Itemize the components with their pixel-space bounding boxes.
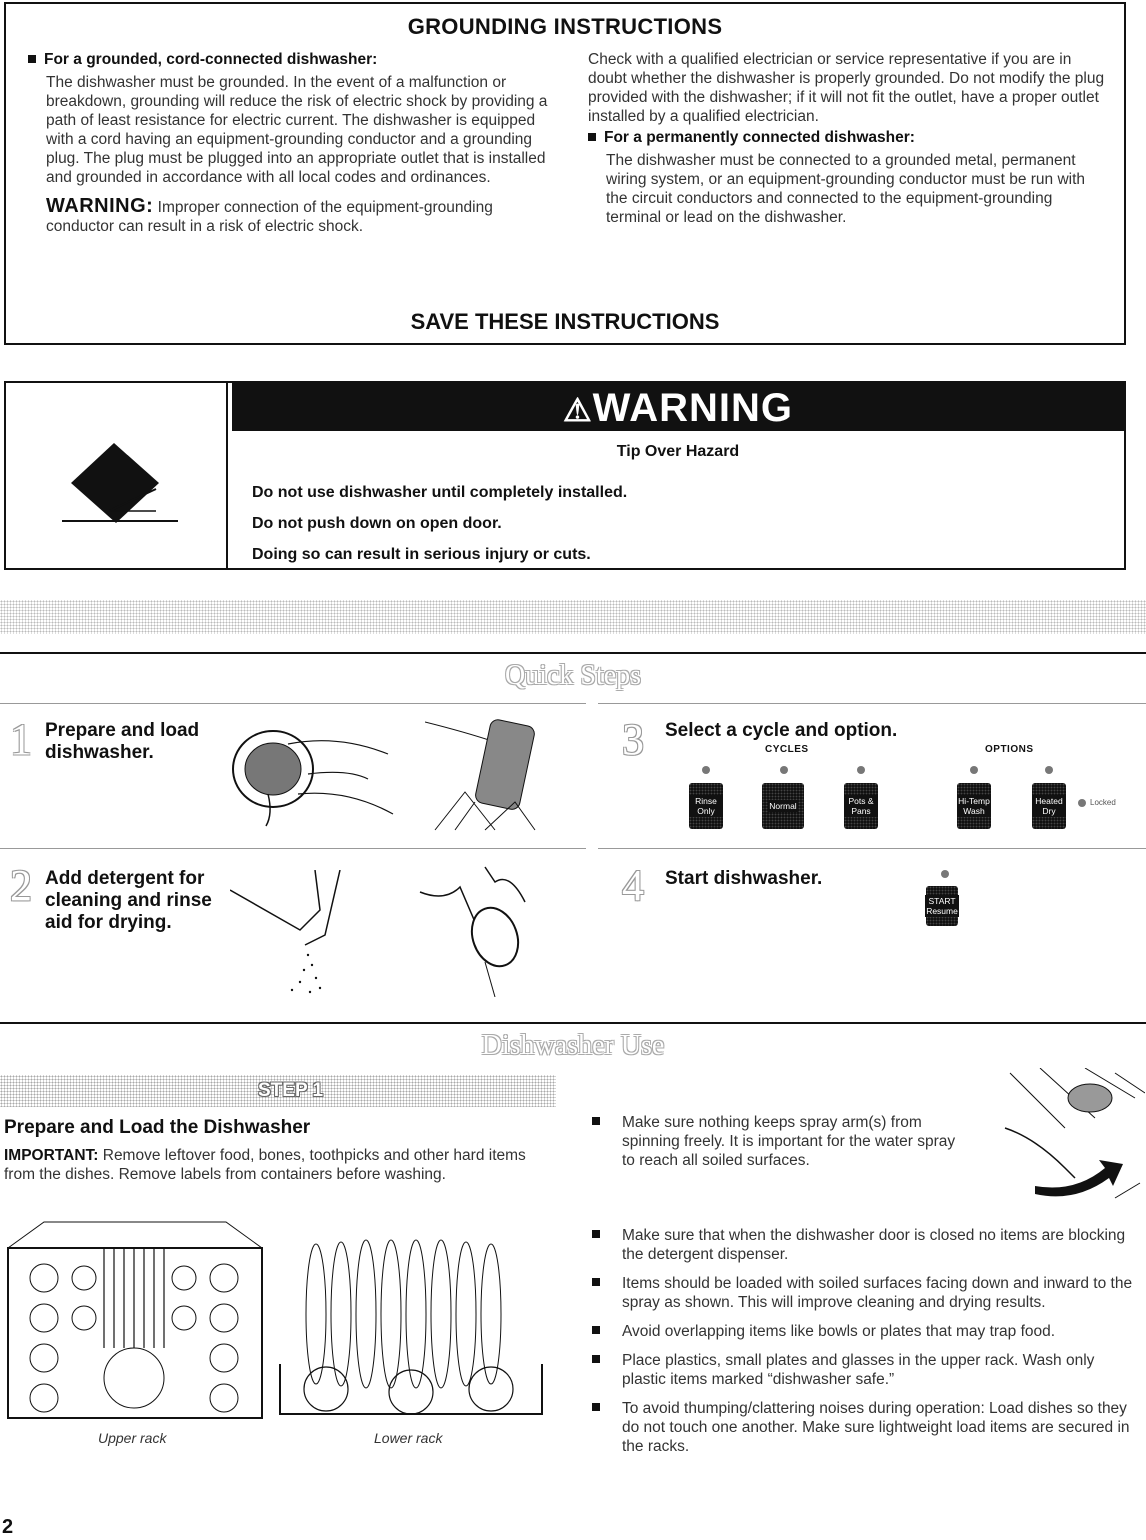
permanent-heading: For a permanently connected dishwasher: [604, 129, 915, 146]
save-instructions: SAVE THESE INSTRUCTIONS [410, 309, 720, 334]
spray-arm-illustration [995, 1068, 1145, 1208]
grounding-right-column [588, 50, 1108, 236]
indicator-light [780, 766, 788, 774]
heated-dry-button[interactable]: Heated Dry [1032, 783, 1066, 829]
warning-banner [232, 383, 1124, 431]
step-title: Select a cycle and option. [665, 720, 898, 741]
pouring-detergent-illustration [230, 870, 360, 1000]
list-item-text: Items should be loaded with soiled surfaces facing down and inward to the spray as shown. This will improve cleaning and drying results. [622, 1275, 1133, 1311]
rinse-only-button[interactable]: Rinse Only [689, 783, 723, 829]
list-item-text: Place plastics, small plates and glasses in the upper rack. Wash only plastic items marked “dishwasher safe.” [622, 1352, 1095, 1388]
bullet-icon [592, 1326, 600, 1334]
list-item-text: Make sure nothing keeps spray arm(s) from spinning freely. It is important for the water spray to reach all soiled surfaces. [622, 1114, 956, 1169]
dishwasher-use-title: Dishwasher Use [481, 1030, 665, 1061]
options-label: OPTIONS [985, 744, 1034, 755]
lower-rack-caption: Lower rack [374, 1430, 443, 1446]
quick-steps-title: Quick Steps [504, 660, 642, 691]
lower-rack-illustration [276, 1214, 546, 1426]
important-text: Remove leftover food, bones, toothpicks and other hard items from the dishes. Remove labels from containers before washing. [4, 1147, 526, 1183]
dotted-band [0, 600, 1146, 634]
warning-banner-text: WARNING [592, 386, 793, 430]
grounding-title: GROUNDING INSTRUCTIONS [407, 14, 723, 39]
list-item-text: Make sure that when the dishwasher door is closed no items are blocking the detergent dispenser. [622, 1227, 1126, 1263]
upper-rack-illustration [4, 1218, 266, 1426]
bullet-icon [588, 133, 596, 141]
thin-rule [598, 703, 1146, 704]
thin-rule [0, 703, 586, 704]
list-item-text: Avoid overlapping items like bowls or plates that may trap food. [622, 1323, 1056, 1340]
bullet-icon [592, 1403, 600, 1411]
thin-rule [0, 848, 586, 849]
warning-lines [252, 477, 627, 570]
normal-button[interactable]: Normal [762, 783, 804, 829]
step-title: Start dishwasher. [665, 868, 823, 889]
step-title: Prepare and load dishwasher. [45, 720, 200, 763]
list-item-text: To avoid thumping/clattering noises during operation: Load dishes so they do not touch one another. Make sure lightweight load items are secured in the racks. [622, 1400, 1130, 1455]
tip-over-icon [6, 383, 228, 568]
prepare-load-heading: Prepare and Load the Dishwasher [4, 1117, 311, 1138]
start-resume-button[interactable]: START Resume [926, 886, 958, 926]
corded-heading: For a grounded, cord-connected dishwasher: [44, 51, 378, 68]
check-text: Check with a qualified electrician or service representative if you are in doubt whether the dishwasher is properly grounded. Do not modify the plug provided with the dishwasher; if it will not fit the outlet, have a proper outlet installed by a qualified electrician. [588, 51, 1105, 125]
important-note [4, 1146, 552, 1184]
important-label: IMPORTANT: [4, 1147, 99, 1164]
grounding-warning [28, 197, 548, 236]
bullet-icon [592, 1278, 600, 1286]
cycles-label: CYCLES [765, 744, 809, 755]
step-number: 2 [10, 861, 32, 910]
locked-indicator-light [1078, 799, 1086, 807]
grounding-left-column [28, 50, 548, 236]
indicator-light [941, 870, 949, 878]
bullet-icon [592, 1230, 600, 1238]
indicator-light [1045, 766, 1053, 774]
divider [0, 1022, 1146, 1024]
warning-label: WARNING: [46, 195, 154, 217]
bullet-icon [592, 1117, 600, 1125]
indicator-light [702, 766, 710, 774]
grounding-instructions-box [4, 2, 1126, 345]
corded-text: The dishwasher must be grounded. In the event of a malfunction or breakdown, grounding will reduce the risk of electric shock by providing a path of least resistance for electric current. The dishwasher is equipped with a cord having an equipment-grounding conductor and a grounding plug. The plug must be plugged into an appropriate outlet that is installed and grounded in accordance with all local codes and ordinances. [46, 74, 548, 186]
step-number: 4 [622, 861, 644, 910]
bullet-icon [28, 55, 36, 63]
thin-rule [598, 848, 1146, 849]
warning-line: Doing so can result in serious injury or cuts. [252, 546, 591, 563]
page-number: 2 [2, 1516, 14, 1538]
step-1-bar [0, 1075, 556, 1107]
warning-triangle-icon: ⚠ [562, 392, 593, 428]
spray-arm-item [592, 1113, 967, 1180]
step-number: 3 [622, 715, 644, 764]
hazard-name: Tip Over Hazard [616, 443, 740, 460]
step-title: Add detergent for cleaning and rinse aid for drying. [45, 868, 212, 933]
pouring-rinse-aid-illustration [415, 862, 540, 997]
loading-glass-illustration [425, 712, 540, 832]
scraping-dishes-illustration [228, 714, 398, 834]
warning-line: Do not use dishwasher until completely installed. [252, 484, 628, 501]
indicator-light [970, 766, 978, 774]
hi-temp-wash-button[interactable]: Hi-Temp Wash [957, 783, 991, 829]
indicator-light [857, 766, 865, 774]
bullet-icon [592, 1355, 600, 1363]
divider [0, 652, 1146, 654]
pots-pans-button[interactable]: Pots & Pans [844, 783, 878, 829]
tip-over-warning-box [4, 381, 1126, 570]
locked-label: Locked [1090, 798, 1116, 807]
loading-tips-list [592, 1226, 1142, 1466]
tip-over-icon-cell [6, 383, 228, 568]
step-number: 1 [10, 715, 32, 764]
upper-rack-caption: Upper rack [98, 1430, 167, 1446]
permanent-text: The dishwasher must be connected to a grounded metal, permanent wiring system, or an equipment-grounding conductor must be run with the circuit conductors and connected to the equipment-grounding terminal or lead on the dishwasher. [606, 152, 1086, 226]
warning-line: Do not push down on open door. [252, 515, 502, 532]
warning-text: Improper connection of the equipment-grounding conductor can result in a risk of electric shock. [46, 199, 493, 235]
step-1-label: STEP 1 [258, 1080, 324, 1101]
